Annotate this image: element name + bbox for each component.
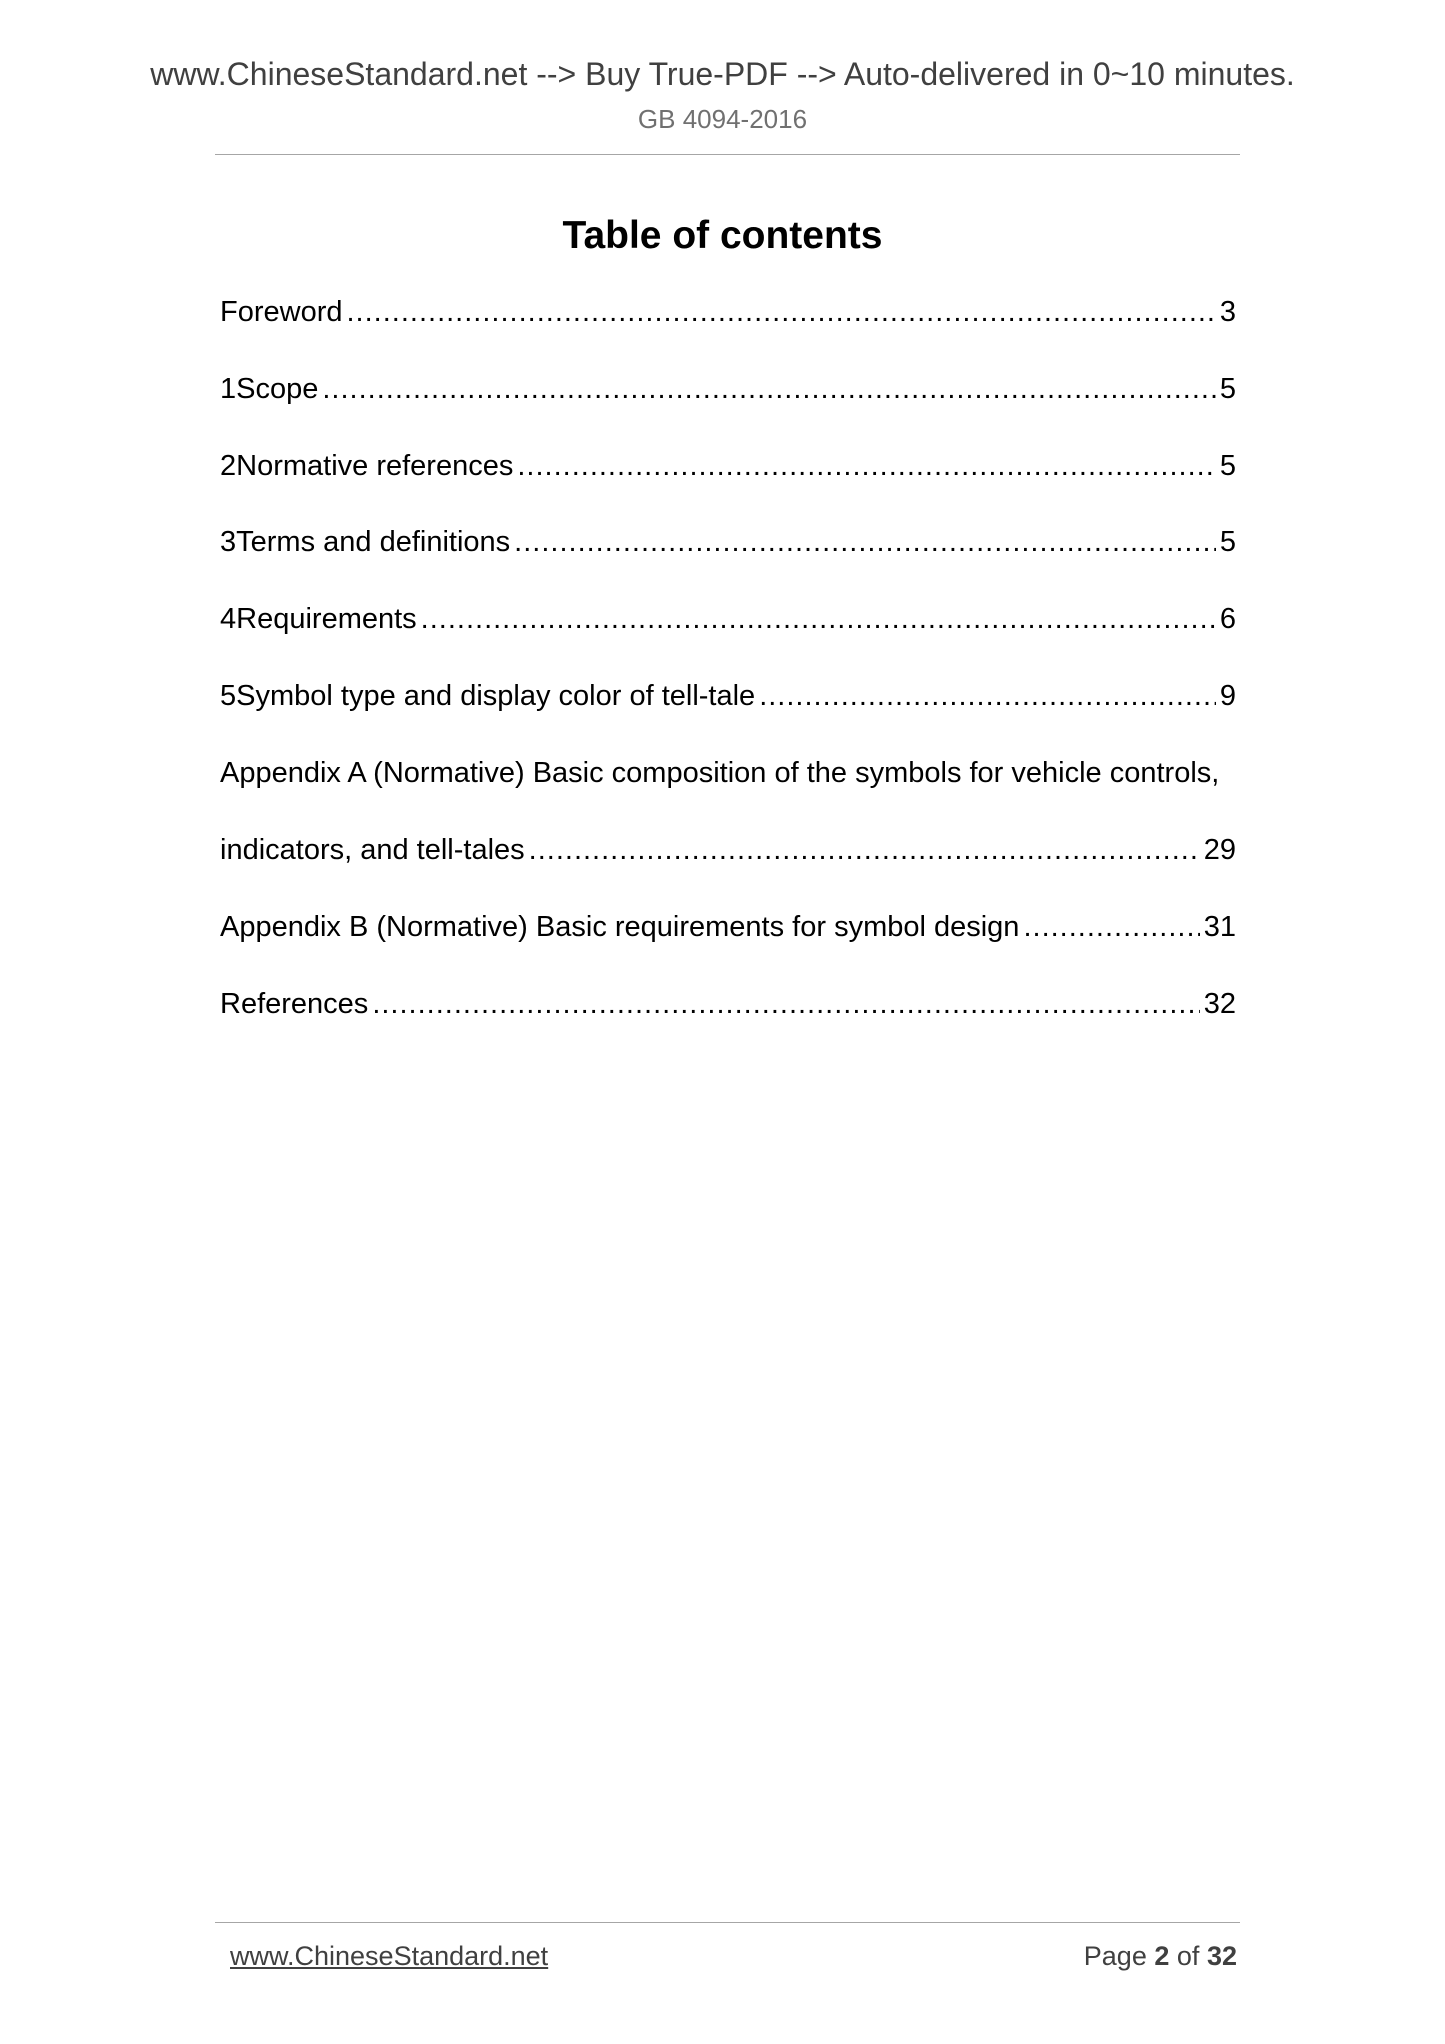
toc-entry-page: 5 (1219, 450, 1236, 482)
toc-entry-appendix-a[interactable] (220, 834, 1236, 874)
toc-entry-number: 1 (220, 373, 237, 405)
toc-entry-page: 6 (1219, 603, 1236, 635)
toc-entry-requirements[interactable] (220, 603, 1236, 643)
toc-entry-foreword[interactable] (220, 296, 1236, 336)
toc-entry-references[interactable] (220, 988, 1236, 1028)
toc-entry-number: 2 (220, 450, 237, 482)
header-divider (215, 154, 1240, 155)
toc-entry-symbol-type[interactable] (220, 680, 1236, 720)
toc-entry-number: 5 (220, 680, 237, 712)
toc-leader-dots (1023, 911, 1199, 944)
toc-leader-dots (529, 834, 1200, 867)
toc-entry-label: Foreword (220, 296, 343, 328)
toc-entry-label: Normative references (236, 450, 514, 482)
toc-leader-dots (514, 526, 1216, 559)
toc-entry-scope[interactable] (220, 373, 1236, 413)
toc-entry-label: Terms and definitions (236, 526, 511, 558)
page-title: Table of contents (562, 214, 883, 257)
current-page: 2 (1154, 1941, 1170, 1971)
toc-entry-number: 3 (220, 526, 237, 558)
toc-entry-page: 3 (1219, 296, 1236, 328)
toc-entry-label: Requirements (236, 603, 417, 635)
toc-leader-dots (322, 373, 1215, 406)
page-of-label: of (1176, 1941, 1200, 1971)
toc-entry-page: 5 (1219, 526, 1236, 558)
page-number (1084, 1941, 1237, 1972)
toc-entry-page: 9 (1219, 680, 1236, 712)
toc-leader-dots (759, 680, 1216, 713)
toc-leader-dots (372, 988, 1199, 1021)
toc-entry-page: 32 (1203, 988, 1236, 1020)
page-label: Page (1083, 1941, 1147, 1971)
document-id: GB 4094-2016 (637, 104, 808, 134)
toc-entry-page: 5 (1219, 373, 1236, 405)
footer-website-link[interactable]: www.ChineseStandard.net (230, 1941, 549, 1971)
total-pages: 32 (1206, 1941, 1237, 1971)
toc-entry-label: Symbol type and display color of tell-tale (236, 680, 756, 712)
toc-entry-appendix-b[interactable] (220, 911, 1236, 951)
toc-entry-number: 4 (220, 603, 237, 635)
toc-leader-dots (347, 296, 1216, 329)
toc-entry-label: Scope (236, 373, 319, 405)
toc-entry-label: indicators, and tell-tales (220, 834, 525, 866)
toc-entry-terms-and-definitions[interactable] (220, 526, 1236, 566)
footer-divider (215, 1922, 1240, 1923)
toc-leader-dots (421, 603, 1216, 636)
toc-entry-label: References (220, 988, 369, 1020)
toc-leader-dots (517, 450, 1216, 483)
toc-entry-page: 29 (1203, 834, 1236, 866)
toc-entry-normative-references[interactable] (220, 450, 1236, 490)
header-banner: www.ChineseStandard.net --> Buy True-PDF --> Auto-delivered in 0~10 minutes. (150, 56, 1295, 92)
toc-entry-page: 31 (1203, 911, 1236, 943)
toc-entry-appendix-a-line1[interactable]: Appendix A (Normative) Basic composition of the symbols for vehicle controls, (220, 757, 1220, 789)
toc-entry-label: Appendix B (Normative) Basic requirements for symbol design (220, 911, 1020, 943)
